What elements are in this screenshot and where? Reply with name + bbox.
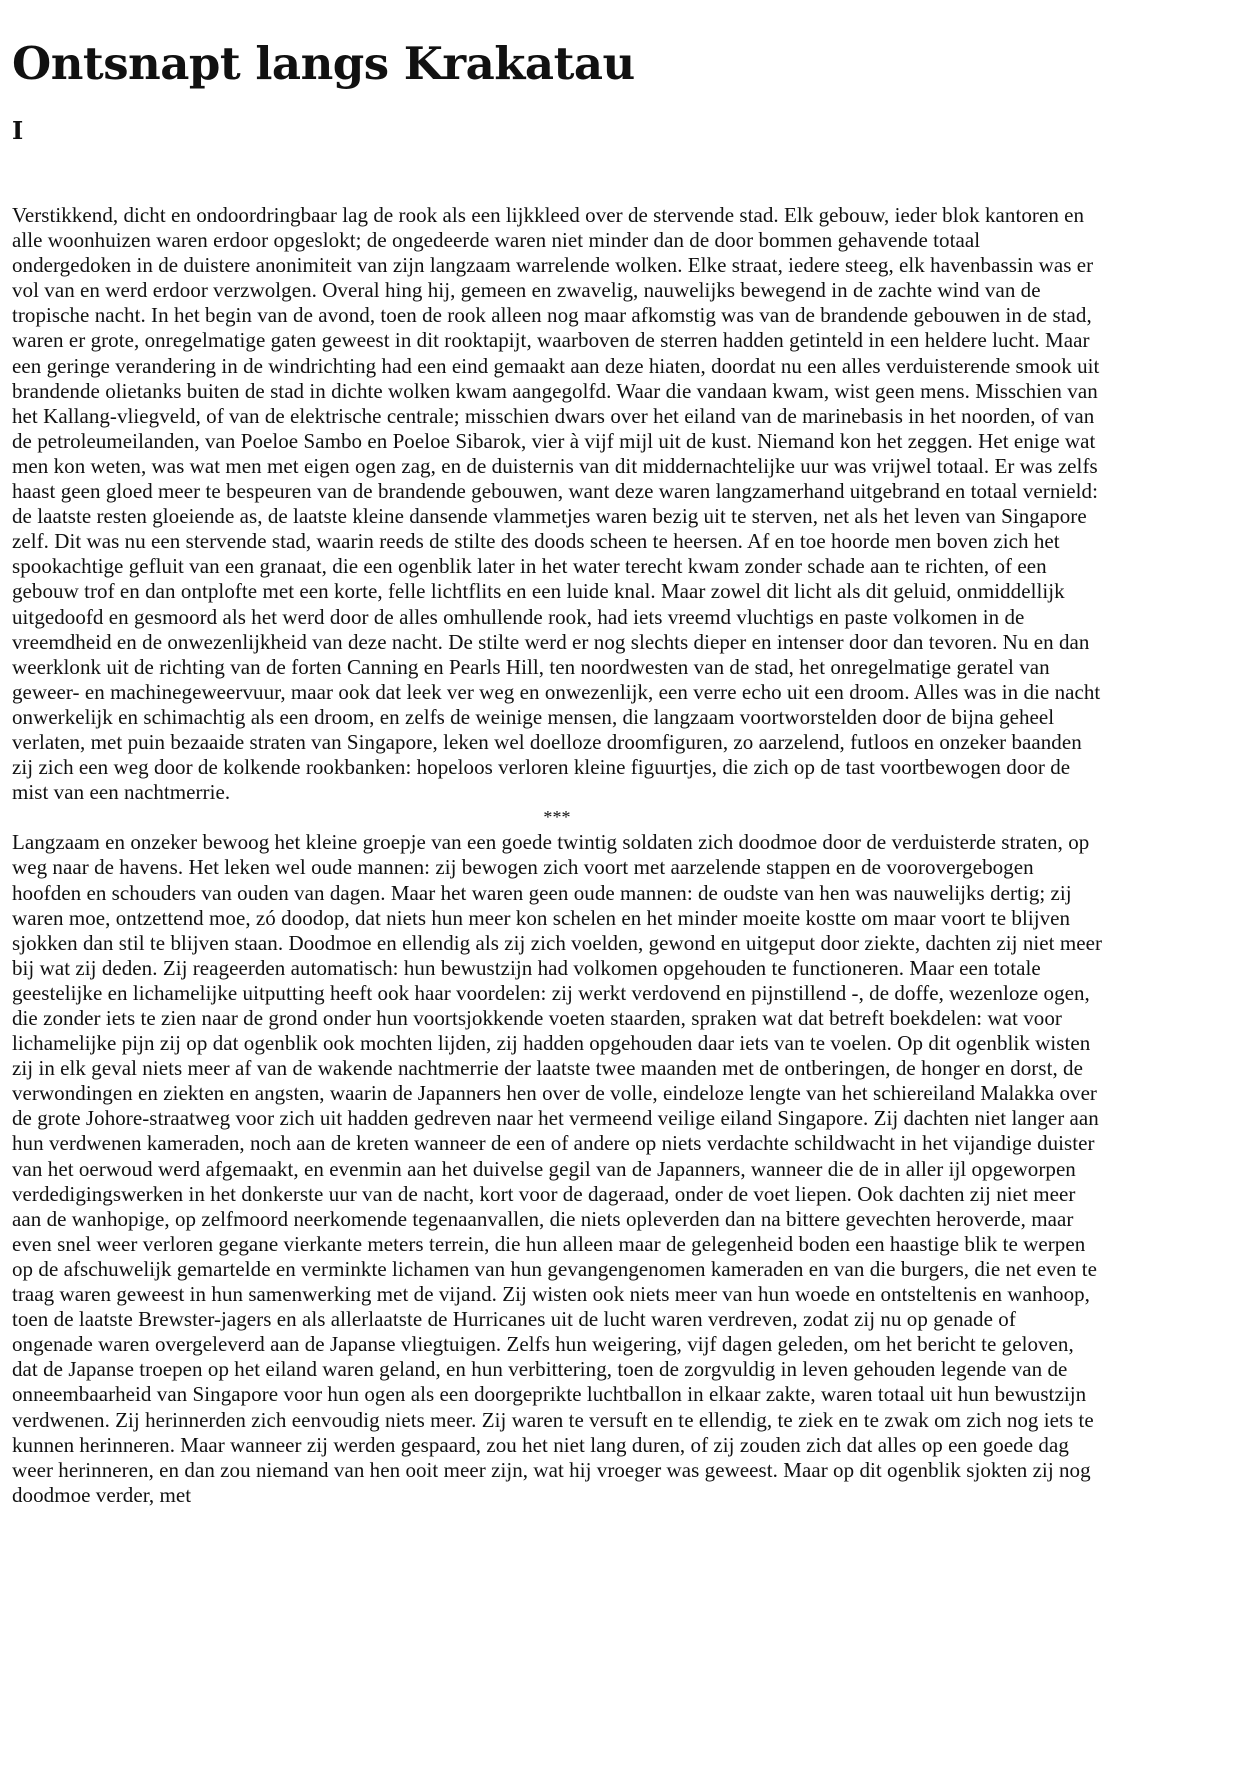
document-body	[12, 203, 1102, 1508]
paragraph: Langzaam en onzeker bewoog het kleine groepje van een goede twintig soldaten zich doodmoe door de verduisterde straten, op weg naar de havens. Het leken wel oude mannen: zij bewogen zich voort met aarzelende stappen en de voorovergebogen hoofden en schouders van ouden van dagen. Maar het waren geen oude mannen: de oudste van hen was nauwelijks dertig; zij waren moe, ontzettend moe, zó doodop, dat niets hun meer kon schelen en het minder moeite kostte om maar voort te blijven sjokken dan stil te blijven staan. Doodmoe en ellendig als zij zich voelden, gewond en uitgeput door ziekte, dachten zij niet meer bij wat zij deden. Zij reageerden automatisch: hun bewustzijn had volkomen opgehouden te functioneren. Maar een totale geestelijke en lichamelijke uitputting heeft ook haar voordelen: zij werkt verdovend en pijnstillend -, de doffe, wezenloze ogen, die zonder iets te zien naar de grond onder hun voortsjokkende voeten staarden, spraken wat dat betreft boekdelen: wat voor lichamelijke pijn zij op dat ogenblik ook mochten lijden, zij hadden opgehouden daar iets van te voelen. Op dit ogenblik wisten zij in elk geval niets meer af van de wakende nachtmerrie der laatste twee maanden met de ontberingen, de honger en dorst, de verwondingen en ziekten en angsten, waarin de Japanners hen over de volle, eindeloze lengte van het schiereiland Malakka over de grote Johore-straatweg voor zich uit hadden gedreven naar het vermeend veilige eiland Singapore. Zij dachten niet langer aan hun verdwenen kameraden, noch aan de kreten wanneer de een of andere op niets verdachte schildwacht in het vijandige duister van het oerwoud werd afgemaakt, en evenmin aan het duivelse gegil van de Japanners, wanneer die de in aller ijl opgeworpen verdedigingswerken in het donkerste uur van de nacht, kort voor de dageraad, onder de voet liepen. Ook dachten zij niet meer aan de wanhopige, op zelfmoord neerkomende tegenaanvallen, die niets opleverden dan na bittere gevechten heroverde, maar even snel weer verloren gegane vierkante meters terrein, die hun alleen maar de gelegenheid boden een haastige blik te werpen op de afschuwelijk gemartelde en verminkte lichamen van hun gevangengenomen kameraden en van die burgers, die net even te traag waren geweest in hun samenwerking met de vijand. Zij wisten ook niets meer van hun woede en ontsteltenis en wanhoop, toen de laatste Brewster-jagers en als allerlaatste de Hurricanes uit de lucht waren verdreven, zodat zij nu op genade of ongenade waren overgeleverd aan de Japanse vliegtuigen. Zelfs hun weigering, vijf dagen geleden, om het bericht te geloven, dat de Japanse troepen op het eiland waren geland, en hun verbittering, toen de zorgvuldig in leven gehouden legende van de onneembaarheid van Singapore voor hun ogen als een doorgeprikte luchtballon in elkaar zakte, waren totaal uit hun bewustzijn verdwenen. Zij herinnerden zich eenvoudig niets meer. Zij waren te versuft en te ellendig, te ziek en te zwak om zich nog iets te kunnen herinneren. Maar wanneer zij werden gespaard, zou het niet lang duren, of zij zouden zich dat alles op een goede dag weer herinneren, en dan zou niemand van hen ooit meer zijn, wat hij vroeger was geweest. Maar op dit ogenblik sjokten zij nog doodmoe verder, met	[12, 830, 1103, 1507]
document-page	[0, 36, 1102, 1508]
document-title: Ontsnapt langs Krakatau	[12, 37, 635, 90]
section-separator: ***	[543, 807, 571, 828]
paragraph: Verstikkend, dicht en ondoordringbaar lag de rook als een lijkkleed over de stervende stad. Elk gebouw, ieder blok kantoren en alle woonhuizen waren erdoor opgeslokt; de ongedeerde waren niet minder dan de door bommen gehavende totaal ondergedoken in de duistere anonimiteit van zijn langzaam warrelende wolken. Elke straat, iedere steeg, elk havenbassin was er vol van en werd erdoor verzwolgen. Overal hing hij, gemeen en zwavelig, nauwelijks bewegend in de zachte wind van de tropische nacht. In het begin van de avond, toen de rook alleen nog maar afkomstig was van de brandende gebouwen in de stad, waren er grote, onregelmatige gaten geweest in dit rooktapijt, waarboven de sterren hadden getinteld in een heldere lucht. Maar een geringe verandering in de windrichting had een eind gemaakt aan deze hiaten, doordat nu een alles verduisterende smook uit brandende olietanks buiten de stad in dichte wolken kwam aangegolfd. Waar die vandaan kwam, wist geen mens. Misschien van het Kallang-vliegveld, of van de elektrische centrale; misschien dwars over het eiland van de marinebasis in het noorden, of van de petroleumeilanden, van Poeloe Sambo en Poeloe Sibarok, vier à vijf mijl uit de kust. Niemand kon het zeggen. Het enige wat men kon weten, was wat men met eigen ogen zag, en de duisternis van dit middernachtelijke uur was vrijwel totaal. Er was zelfs haast geen gloed meer te bespeuren van de brandende gebouwen, want deze waren langzamerhand uitgebrand en totaal vernield: de laatste resten gloeiende as, de laatste kleine dansende vlammetjes waren bezig uit te sterven, net als het leven van Singapore zelf. Dit was nu een stervende stad, waarin reeds de stilte des doods scheen te heersen. Af en toe hoorde men boven zich het spookachtige gefluit van een granaat, die een ogenblik later in het water terecht kwam zonder schade aan te richten, of een gebouw trof en dan ontplofte met een korte, felle lichtflits en een luide knal. Maar zowel dit licht als dit geluid, onmiddellijk uitgedoofd en gesmoord als het werd door de alles omhullende rook, had iets vreemd vluchtigs en paste volkomen in de vreemdheid en de onwezenlijkheid van deze nacht. De stilte werd er nog slechts dieper en intenser door dan tevoren. Nu en dan weerklonk uit de richting van de forten Canning en Pearls Hill, ten noordwesten van de stad, het onregelmatige geratel van geweer- en machinegeweervuur, maar ook dat leek ver weg en onwezenlijk, een verre echo uit een droom. Alles was in die nacht onwerkelijk en schimachtig als een droom, en zelfs de weinige mensen, die langzaam voortworstelden door de bijna geheel verlaten, met puin bezaaide straten van Singapore, leken wel doelloze droomfiguren, zo aarzelend, futloos en onzeker baanden zij zich een weg door de kolkende rookbanken: hopeloos verloren kleine figuurtjes, die zich op de tast voortbewogen door de mist van een nachtmerrie.	[12, 203, 1101, 805]
chapter-heading: I	[12, 116, 24, 145]
